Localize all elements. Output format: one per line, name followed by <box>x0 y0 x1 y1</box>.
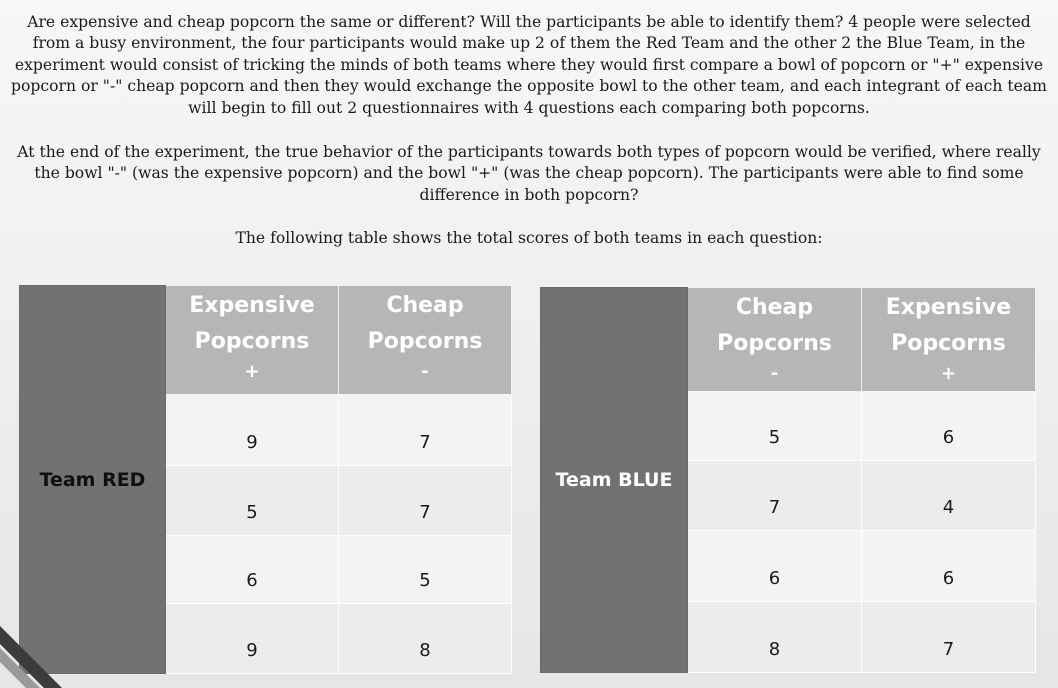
red-header-cheap-line1: Cheap <box>386 292 464 318</box>
table-cell: 7 <box>688 461 862 531</box>
team-red-table <box>19 285 512 674</box>
table-cell: 6 <box>862 391 1036 461</box>
red-header-expensive-line1: Expensive <box>189 292 315 318</box>
table-caption: The following table shows the total scores of both teams in each question: <box>235 229 823 247</box>
table-cell: 9 <box>166 604 339 674</box>
table-cell: 5 <box>166 466 339 536</box>
table-cell: 6 <box>688 531 862 602</box>
red-header-cheap-line2: Popcorns <box>367 328 483 354</box>
table-cell: 7 <box>339 466 512 536</box>
blue-header-cheap-symbol: - <box>770 362 779 384</box>
blue-header-cheap-line2: Popcorns <box>717 330 832 356</box>
table-cell: 5 <box>688 391 862 461</box>
table-cell: 6 <box>166 536 339 604</box>
blue-header-cheap <box>688 288 862 391</box>
blue-header-expensive-symbol: + <box>940 362 957 384</box>
red-header-expensive-line2: Popcorns <box>194 328 310 354</box>
blue-header-expensive-line2: Popcorns <box>891 330 1006 356</box>
table-cell: 8 <box>339 604 512 674</box>
blue-header-expensive <box>862 288 1036 391</box>
table-cell: 5 <box>339 536 512 604</box>
red-header-expensive <box>166 286 339 394</box>
corner-decoration <box>0 608 80 688</box>
intro-paragraph: Are expensive and cheap popcorn the same or different? Will the participants be able to identify them? 4 people were selected from a busy environment, the four participants would make up 2 of them the Red Team and the other 2 the Blue Team, in the experiment would consist of tricking the minds of both teams where they would first compare a bowl of popcorn or "+" expensive popcorn or "-" cheap popcorn and then they would exchange the opposite bowl to the other team, and each integrant of each team will begin to fill out 2 questionnaires with 4 questions each comparing both popcorns. <box>11 13 1047 117</box>
table-cell: 7 <box>862 602 1036 673</box>
red-header-cheap-symbol: - <box>421 360 429 382</box>
table-cell: 4 <box>862 461 1036 531</box>
blue-header-expensive-line1: Expensive <box>885 294 1012 320</box>
team-red-label: Team RED <box>20 286 166 674</box>
red-header-expensive-symbol: + <box>244 360 260 382</box>
table-cell: 6 <box>862 531 1036 602</box>
team-blue-table <box>540 287 1036 673</box>
red-header-cheap <box>339 286 512 394</box>
table-cell: 7 <box>339 394 512 466</box>
table-cell: 9 <box>166 394 339 466</box>
corner-stripe-dark <box>0 626 62 688</box>
result-paragraph: At the end of the experiment, the true behavior of the participants towards both types of popcorn would be verified, where really the bowl "-" (was the expensive popcorn) and the bowl "+" (was the cheap popcorn). The participants were able to find some difference in both popcorn? <box>17 143 1041 204</box>
blue-header-cheap-line1: Cheap <box>735 294 814 320</box>
table-cell: 8 <box>688 602 862 673</box>
team-blue-label: Team BLUE <box>541 288 688 673</box>
